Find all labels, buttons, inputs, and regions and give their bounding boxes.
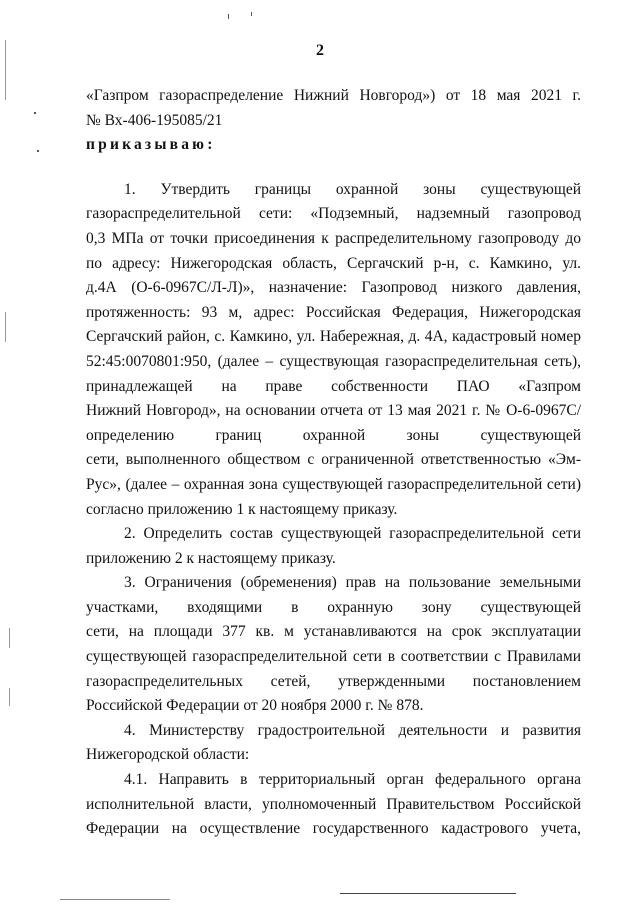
text-line: 4.1. Направить в территориальный орган федерального органа xyxy=(124,771,581,789)
text-line: 1. Утвердить границы охранной зоны существующей xyxy=(124,180,581,198)
spacer xyxy=(86,158,581,178)
scan-mark xyxy=(9,688,10,706)
text-line: Федерации на осуществление государственного кадастрового учета, xyxy=(86,820,581,838)
text-line: Рус», (далее – охранная зона существующей газораспределительной сети) xyxy=(86,475,581,493)
text-line: 4. Министерству градостроительной деятельности и развития xyxy=(124,721,581,739)
text-line: определению границ охранной зоны существующей xyxy=(86,426,581,444)
scan-mark xyxy=(251,12,252,16)
scan-mark xyxy=(9,628,10,648)
text-line: существующей газораспределительной сети в соответствии с Правилами xyxy=(86,648,581,666)
order-heading: приказываю: xyxy=(86,136,216,154)
text-line: 52:45:0070801:950, (далее – существующая газораспределительная сеть), xyxy=(86,352,581,370)
text-line: 3. Ограничения (обременения) прав на пользование земельными xyxy=(124,574,581,592)
text-line: № Вх-406-195085/21 xyxy=(86,111,223,129)
scan-mark xyxy=(228,14,229,19)
text-line: газораспределительных сетей, утвержденными постановлением xyxy=(86,672,581,690)
text-line: Нижегородской области: xyxy=(86,746,250,764)
text-line: сети, выполненного обществом с ограниченной ответственностью «Эм- xyxy=(86,451,581,469)
text-line: Сергачский район, с. Камкино, ул. Набережная, д. 4А, кадастровый номер xyxy=(86,328,581,346)
text-line: 0,3 МПа от точки присоединения к распределительному газопроводу до xyxy=(86,229,581,247)
scan-mark xyxy=(5,312,6,342)
text-line: приложению 2 к настоящему приказу. xyxy=(86,549,336,567)
page-number: 2 xyxy=(316,42,324,59)
text-line: «Газпром газораспределение Нижний Новгород») от 18 мая 2021 г. xyxy=(86,87,581,104)
text-line: 2. Определить состав существующей газораспределительной сети xyxy=(124,525,581,543)
text-line: принадлежащей на праве собственности ПАО «Газпром xyxy=(86,377,581,395)
text-line: по адресу: Нижегородская область, Сергачский р-н, с. Камкино, ул. xyxy=(86,254,581,272)
text-line: исполнительной власти, уполномоченный Правительством Российской xyxy=(86,795,581,813)
scan-mark xyxy=(340,893,516,894)
text-line: протяженность: 93 м, адрес: Российская Федерация, Нижегородская xyxy=(86,303,581,321)
text-line: д.4А (О-6-0967С/Л-Л)», назначение: Газопровод низкого давления, xyxy=(86,279,581,297)
scan-mark xyxy=(37,150,39,152)
text-line: согласно приложению 1 к настоящему приказу. xyxy=(86,500,398,518)
text-line: Нижний Новгород», на основании отчета от 13 мая 2021 г. № О-6-0967С/ xyxy=(86,402,581,420)
text-line: газораспределительной сети: «Подземный, надземный газопровод xyxy=(86,205,581,223)
scan-mark xyxy=(34,112,36,114)
text-line: Российской Федерации от 20 ноября 2000 г. № 878. xyxy=(86,697,424,715)
text-line: участками, входящими в охранную зону существующей xyxy=(86,598,581,616)
document-body xyxy=(86,84,581,842)
text-line: сети, на площади 377 кв. м устанавливаются на срок эксплуатации xyxy=(86,623,581,641)
scan-mark xyxy=(60,899,170,900)
